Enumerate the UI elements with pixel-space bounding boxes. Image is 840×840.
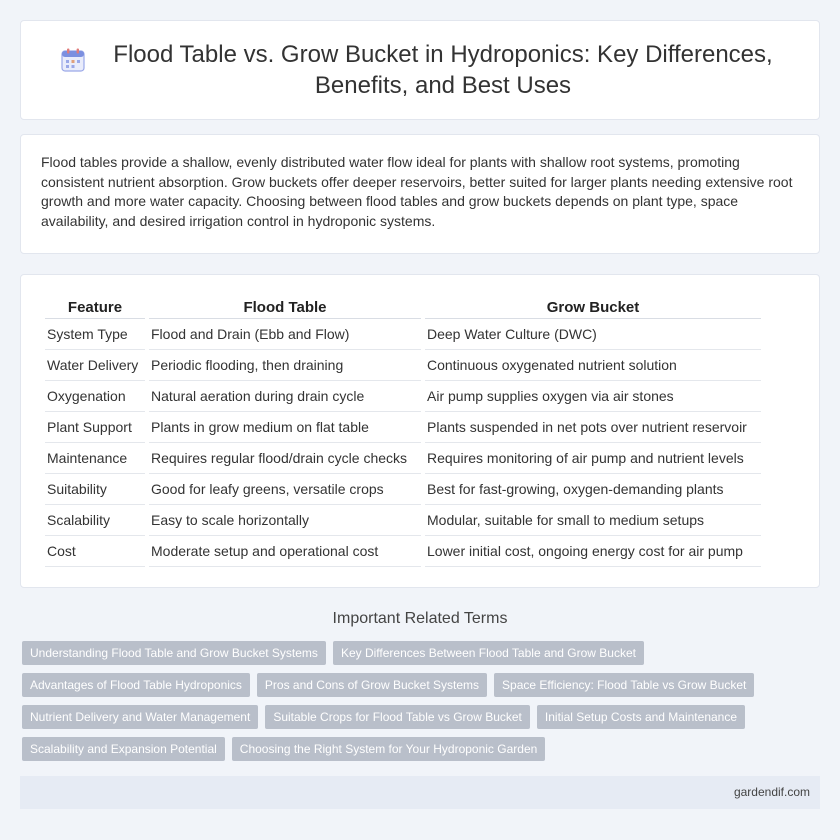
cell-flood-table: Moderate setup and operational cost [149, 536, 421, 567]
related-term-tag[interactable]: Initial Setup Costs and Maintenance [537, 705, 745, 729]
table-row [45, 350, 761, 381]
related-term-tag[interactable]: Choosing the Right System for Your Hydroponic Garden [232, 737, 546, 761]
related-term-tag[interactable]: Understanding Flood Table and Grow Bucket Systems [22, 641, 326, 665]
comparison-table [41, 295, 765, 567]
cell-feature: Oxygenation [45, 381, 145, 412]
title-wrap [60, 39, 780, 101]
cell-flood-table: Flood and Drain (Ebb and Flow) [149, 319, 421, 350]
cell-grow-bucket: Continuous oxygenated nutrient solution [425, 350, 761, 381]
header-grow-bucket: Grow Bucket [425, 295, 761, 319]
cell-grow-bucket: Requires monitoring of air pump and nutrient levels [425, 443, 761, 474]
cell-feature: Suitability [45, 474, 145, 505]
related-term-tag[interactable]: Suitable Crops for Flood Table vs Grow Bucket [265, 705, 530, 729]
summary-card [20, 134, 820, 254]
cell-flood-table: Plants in grow medium on flat table [149, 412, 421, 443]
cell-feature: Plant Support [45, 412, 145, 443]
cell-grow-bucket: Lower initial cost, ongoing energy cost for air pump [425, 536, 761, 567]
cell-feature: System Type [45, 319, 145, 350]
cell-grow-bucket: Air pump supplies oxygen via air stones [425, 381, 761, 412]
cell-flood-table: Good for leafy greens, versatile crops [149, 474, 421, 505]
cell-grow-bucket: Deep Water Culture (DWC) [425, 319, 761, 350]
related-term-tag[interactable]: Space Efficiency: Flood Table vs Grow Bucket [494, 673, 754, 697]
cell-feature: Water Delivery [45, 350, 145, 381]
cell-grow-bucket: Plants suspended in net pots over nutrient reservoir [425, 412, 761, 443]
header-feature: Feature [45, 295, 145, 319]
footer [20, 776, 820, 809]
table-row [45, 319, 761, 350]
table-row [45, 536, 761, 567]
table-row [45, 474, 761, 505]
title-card [20, 20, 820, 120]
cell-grow-bucket: Modular, suitable for small to medium setups [425, 505, 761, 536]
cell-feature: Scalability [45, 505, 145, 536]
summary-text: Flood tables provide a shallow, evenly distributed water flow ideal for plants with shallow root systems, promoting consistent nutrient absorption. Grow buckets offer deeper reservoirs, better suited for larger plants needing extensive root growth and more water capacity. Choosing between flood tables and grow buckets depends on plant type, space availability, and desired irrigation control in hydroponic systems. [41, 154, 793, 229]
related-term-tag[interactable]: Advantages of Flood Table Hydroponics [22, 673, 250, 697]
table-row [45, 443, 761, 474]
cell-flood-table: Periodic flooding, then draining [149, 350, 421, 381]
page-title: Flood Table vs. Grow Bucket in Hydroponics: Key Differences, Benefits, and Best Uses [113, 41, 773, 99]
cell-flood-table: Easy to scale horizontally [149, 505, 421, 536]
related-term-tag[interactable]: Pros and Cons of Grow Bucket Systems [257, 673, 487, 697]
related-term-tag[interactable]: Nutrient Delivery and Water Management [22, 705, 258, 729]
table-row [45, 381, 761, 412]
calendar-icon [60, 47, 86, 73]
related-term-tag[interactable]: Scalability and Expansion Potential [22, 737, 225, 761]
cell-flood-table: Natural aeration during drain cycle [149, 381, 421, 412]
related-terms-tags [22, 641, 822, 769]
cell-flood-table: Requires regular flood/drain cycle checks [149, 443, 421, 474]
header-flood-table: Flood Table [149, 295, 421, 319]
comparison-card [20, 274, 820, 588]
cell-feature: Cost [45, 536, 145, 567]
table-row [45, 505, 761, 536]
table-row [45, 412, 761, 443]
footer-site-link[interactable]: gardendif.com [733, 785, 810, 799]
cell-grow-bucket: Best for fast-growing, oxygen-demanding plants [425, 474, 761, 505]
related-terms-title: Important Related Terms [332, 610, 508, 627]
table-header-row [45, 295, 761, 319]
related-term-tag[interactable]: Key Differences Between Flood Table and Grow Bucket [333, 641, 644, 665]
cell-feature: Maintenance [45, 443, 145, 474]
